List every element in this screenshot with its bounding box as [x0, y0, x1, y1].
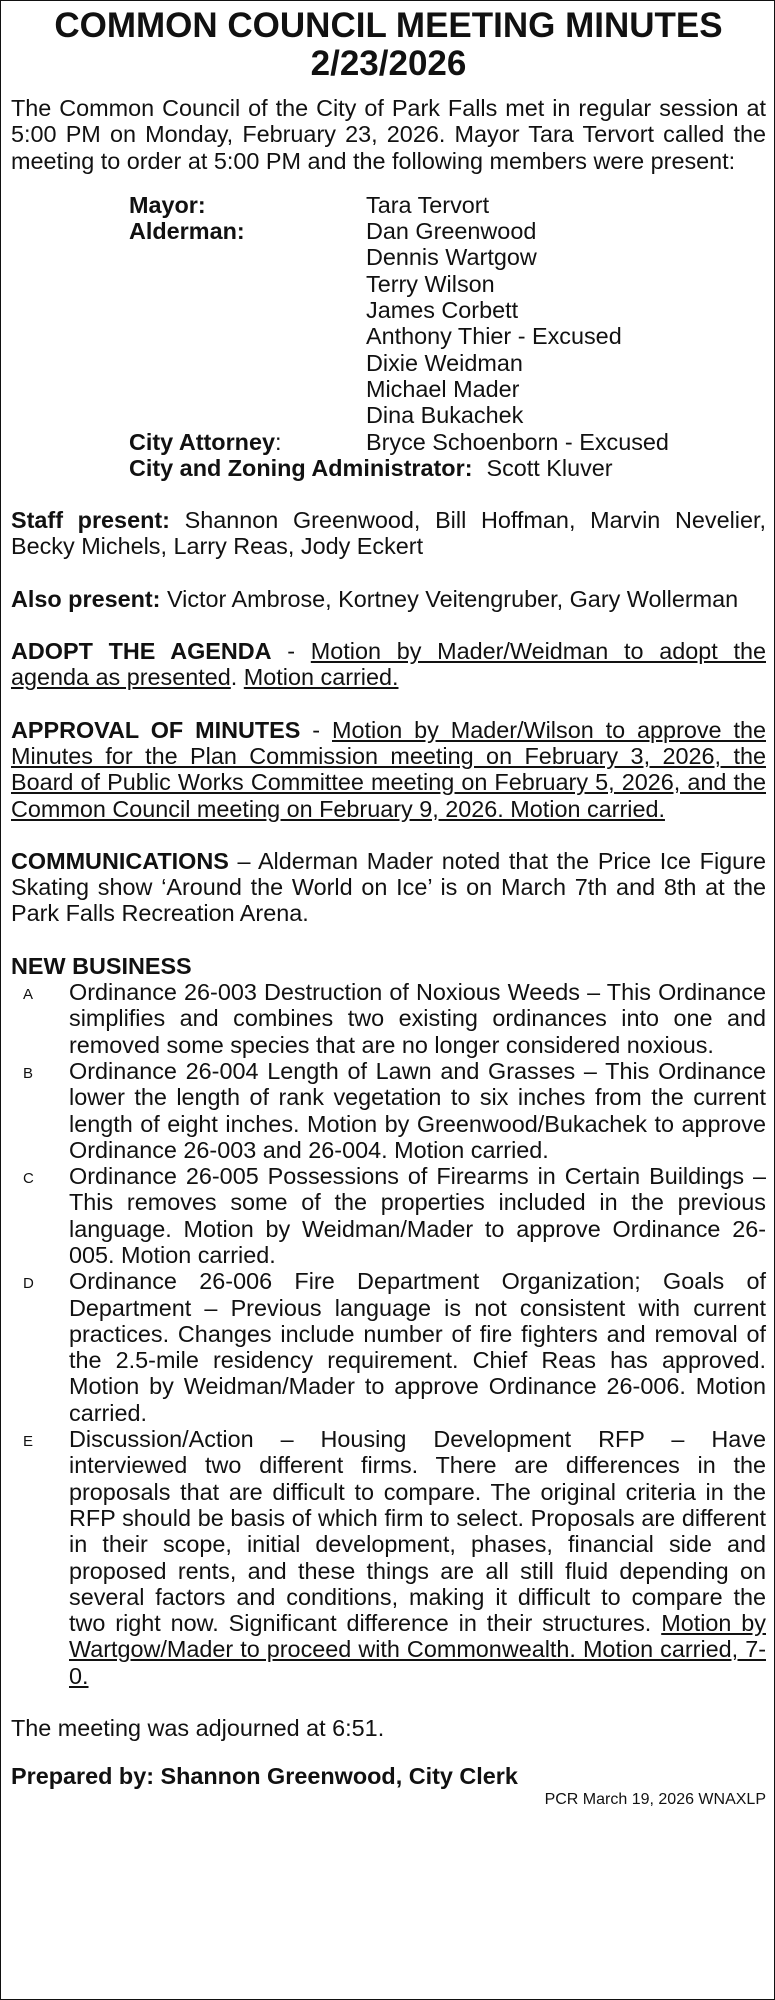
list-item — [11, 979, 766, 1058]
administrator-name: Scott Kluver — [486, 454, 613, 481]
new-business-heading: NEW BUSINESS — [11, 952, 192, 979]
item-text: Ordinance 26-005 Possessions of Firearms in Certain Buildings – This removes some of the properties included in the previous language. Motion by Weidman/Mader to approve Ordinance 26-005. Motion carried. — [69, 1163, 766, 1268]
item-letter: E — [23, 1433, 34, 1451]
publication-footer: PCR March 19, 2026 WNAXLP — [544, 1790, 766, 1808]
list-item — [11, 1058, 766, 1163]
also-present-names: Victor Ambrose, Kortney Veitengruber, Gary Wollerman — [160, 585, 739, 612]
alderman-name: Dixie Weidman — [366, 349, 523, 376]
alderman-name: James Corbett — [366, 297, 519, 324]
alderman-name: Dan Greenwood — [366, 218, 537, 245]
approval-minutes-label: APPROVAL OF MINUTES — [11, 716, 301, 743]
staff-present — [11, 507, 766, 560]
attendance-roster — [129, 192, 766, 481]
item-letter: C — [23, 1170, 34, 1188]
item-text: Discussion/Action – Housing Development RFP – Have interviewed two different firms. There are differences in the proposals that are difficult to compare. The original criteria in the RFP should be basis of which firm to select. Proposals are different in their scope, initial development, phases, financial side and proposed rents, and these things are all still fluid depending on several factors and conditions, making it difficult to compare the two right now. Significant difference in their structures. — [69, 1426, 766, 1637]
communications-section — [11, 848, 766, 927]
item-motion: Motion by Wartgow/Mader to proceed with Commonwealth. Motion carried, 7-0. — [69, 1610, 766, 1689]
alderman-name: Anthony Thier - Excused — [366, 323, 622, 350]
communications-text: – Alderman Mader noted that the Price Ice Figure Skating show ‘Around the World on Ice’ is on March 7th and 8th at the Park Falls Recreation Arena. — [11, 847, 766, 927]
title-line-2: 2/23/2026 — [310, 44, 467, 83]
new-business-list — [11, 979, 766, 1689]
item-letter: D — [23, 1275, 34, 1293]
intro-paragraph: The Common Council of the City of Park Falls met in regular session at 5:00 PM on Monday, February 23, 2026. Mayor Tara Tervort called the meeting to order at 5:00 PM and the following members were present: — [11, 95, 766, 174]
also-present-label: Also present: — [11, 585, 161, 612]
city-attorney-name: Bryce Schoenborn - Excused — [366, 428, 669, 455]
prepared-by: Prepared by: Shannon Greenwood, City Clerk — [11, 1763, 518, 1790]
alderman-label: Alderman: — [129, 218, 245, 245]
adopt-agenda-section: ADOPT THE AGENDA - Motion by Mader/Weidman to adopt the agenda as presented. Motion carried. — [11, 638, 766, 691]
item-text: Ordinance 26-003 Destruction of Noxious Weeds – This Ordinance simplifies and combines two existing ordinances into one and removed some species that are no longer considered noxious. — [69, 979, 766, 1058]
staff-present-label: Staff present: — [11, 507, 170, 534]
item-text: Ordinance 26-004 Length of Lawn and Grasses – This Ordinance lower the length of rank vegetation to six inches from the current length of eight inches. Motion by Greenwood/Bukachek to approve Ordinance 26-003 and 26-004. Motion carried. — [69, 1057, 766, 1163]
title-line-1: COMMON COUNCIL MEETING MINUTES — [54, 6, 723, 45]
approval-minutes-section: APPROVAL OF MINUTES - Motion by Mader/Wilson to approve the Minutes for the Plan Commission meeting on February 3, 2026, the Board of Public Works Committee meeting on February 5, 2026, and the Common Council meeting on February 9, 2026. Motion carried. — [11, 716, 766, 822]
city-attorney-label: City Attorney: — [129, 428, 282, 455]
administrator-label: City and Zoning Administrator: — [129, 454, 473, 481]
adopt-agenda-motion: Motion by Mader/Weidman to adopt the agenda as presented — [11, 638, 766, 691]
communications-label: COMMUNICATIONS — [11, 847, 229, 874]
item-letter: A — [23, 986, 34, 1004]
approval-minutes-motion: Motion by Mader/Wilson to approve the Minutes for the Plan Commission meeting on February 3, 2026, the Board of Public Works Committee meeting on February 5, 2026, and the Common Council meeting on February 9, 2026. Motion carried. — [11, 716, 766, 822]
adopt-agenda-carried: Motion carried. — [243, 664, 399, 691]
mayor-label: Mayor: — [129, 191, 206, 218]
mayor-name: Tara Tervort — [366, 191, 490, 218]
alderman-name: Dina Bukachek — [366, 402, 524, 429]
list-item — [11, 1163, 766, 1268]
alderman-name: Michael Mader — [366, 375, 520, 402]
alderman-name: Dennis Wartgow — [366, 244, 537, 271]
staff-present-names: Shannon Greenwood, Bill Hoffman, Marvin Nevelier, Becky Michels, Larry Reas, Jody Eckert — [11, 507, 766, 560]
document-title — [11, 7, 766, 83]
item-text: Ordinance 26-006 Fire Department Organization; Goals of Department – Previous language is not consistent with current practices. Changes include number of fire fighters and removal of the 2.5-mile residency requirement. Chief Reas has approved. Motion by Weidman/Mader to approve Ordinance 26-006. Motion carried. — [69, 1268, 766, 1426]
adopt-agenda-label: ADOPT THE AGENDA — [11, 638, 272, 665]
also-present — [11, 586, 766, 612]
list-item — [11, 1268, 766, 1426]
item-letter: B — [23, 1064, 34, 1082]
list-item — [11, 1426, 766, 1689]
alderman-name: Terry Wilson — [366, 270, 495, 297]
adjournment: The meeting was adjourned at 6:51. — [11, 1715, 385, 1742]
